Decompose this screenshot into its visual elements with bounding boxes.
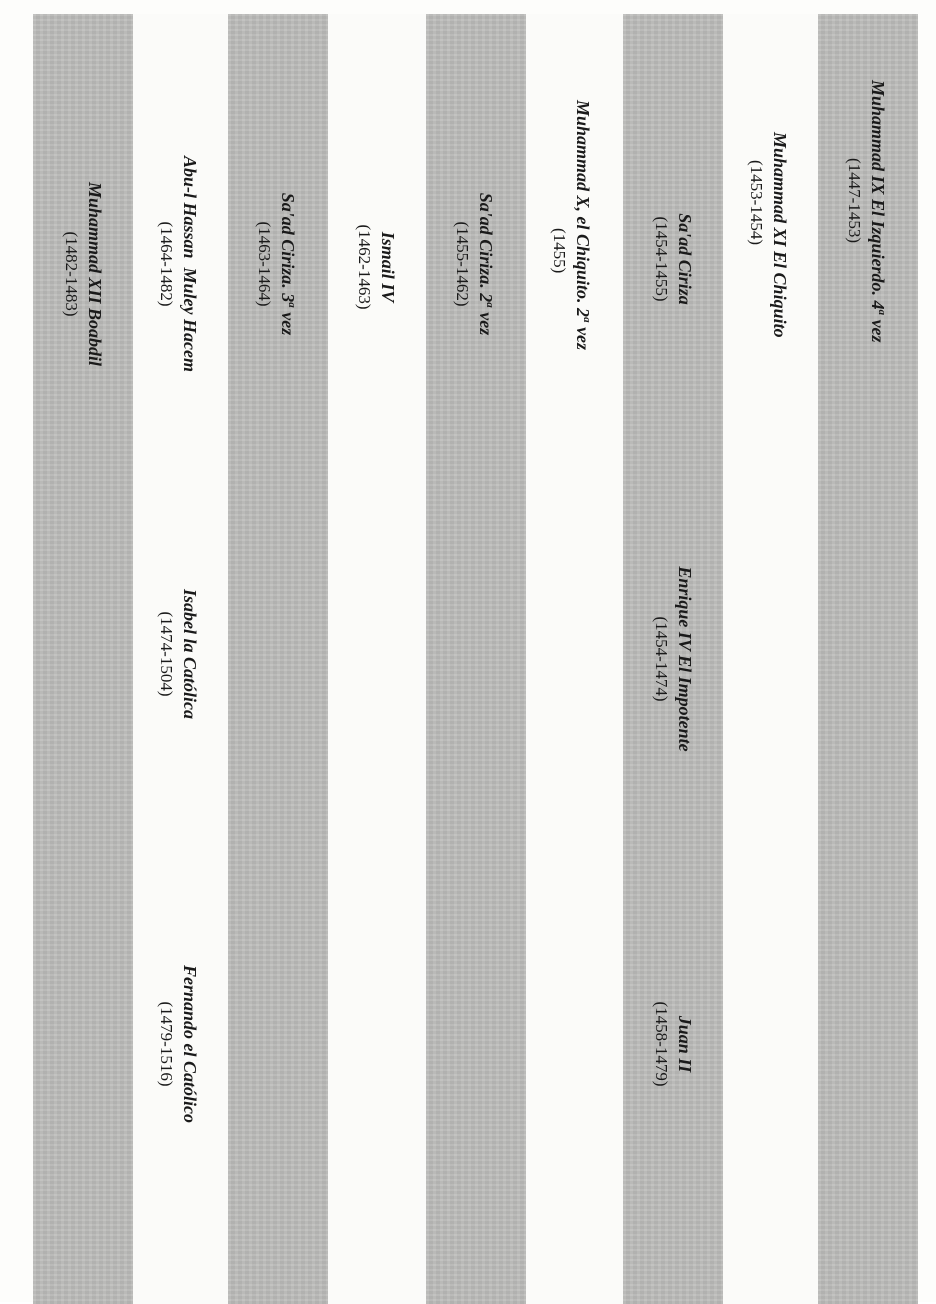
table-row — [33, 14, 133, 1304]
ruler-name: Isabel la Católica — [180, 589, 200, 719]
reign-years: (1462-1463) — [355, 224, 374, 310]
ruler-name: Abu-l Hassan Muley Hacem — [180, 155, 200, 372]
ruler-name: Sa'ad Ciriza — [675, 213, 695, 305]
ruler-name: Muhammad IX El Izquierdo. 4$^a$ vez — [868, 80, 888, 343]
table-row — [426, 14, 526, 1304]
table-row — [818, 14, 918, 1304]
reign-years: (1482-1483) — [62, 231, 81, 317]
reign-years: (1458-1479) — [652, 1001, 671, 1087]
reign-years: (1454-1455) — [652, 216, 671, 302]
ruler-name: Muhammad XII Boabdil — [85, 181, 105, 367]
ruler-cell — [623, 194, 723, 324]
table-row — [326, 14, 426, 1304]
ruler-name: Ismail IV — [378, 231, 398, 303]
ruler-name: Fernando el Católico — [180, 964, 200, 1123]
reign-years: (1455) — [550, 228, 569, 274]
ruler-cell — [818, 80, 918, 343]
reign-years: (1453-1454) — [747, 160, 766, 245]
ruler-cell — [718, 132, 818, 338]
ruler-cell — [426, 164, 526, 364]
table-row — [623, 14, 723, 1304]
ruler-cell — [128, 554, 228, 754]
table-row — [718, 14, 818, 1304]
ruler-cell — [326, 202, 426, 332]
reign-years: (1479-1516) — [157, 1001, 176, 1087]
ruler-name: Juan II — [675, 1015, 695, 1073]
reign-years: (1474-1504) — [157, 611, 176, 697]
table-row — [523, 14, 623, 1304]
table-row — [128, 14, 228, 1304]
reign-years: (1454-1474) — [652, 616, 671, 702]
ruler-cell — [623, 534, 723, 784]
rulers-table — [18, 14, 918, 1304]
reign-years: (1447-1453) — [845, 158, 864, 243]
reign-years: (1455-1462) — [453, 221, 472, 307]
ruler-name: Sa'ad Ciriza. 2$^a$ vez — [476, 192, 496, 336]
ruler-cell — [228, 164, 328, 364]
reign-years: (1464-1482) — [157, 221, 176, 307]
ruler-cell — [623, 974, 723, 1114]
ruler-name: Sa'ad Ciriza. 3$^a$ vez — [278, 192, 298, 336]
ruler-name: Muhammad XI El Chiquito — [770, 132, 790, 338]
table-row — [228, 14, 328, 1304]
ruler-cell — [128, 114, 228, 414]
ruler-name: Muhammad X, el Chiquito. 2$^a$ vez — [573, 100, 593, 351]
ruler-cell — [523, 100, 623, 350]
reign-years: (1463-1464) — [255, 221, 274, 307]
ruler-name: Enrique IV El Impotente — [675, 566, 695, 752]
ruler-cell — [128, 934, 228, 1154]
ruler-cell — [33, 134, 133, 414]
